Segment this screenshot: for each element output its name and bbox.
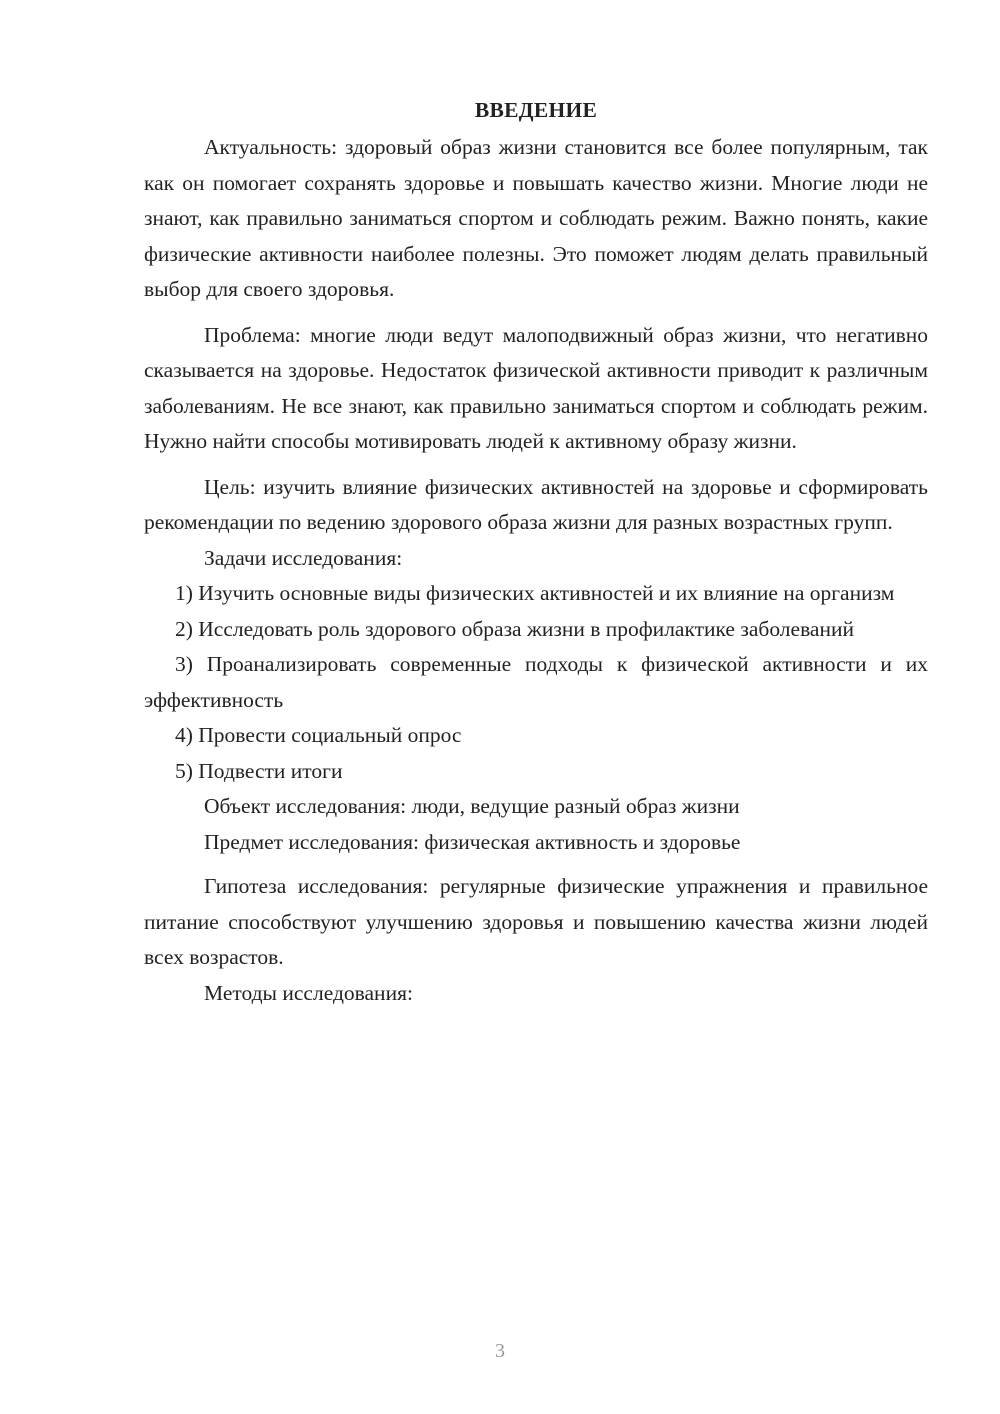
relevance-paragraph: Актуальность: здоровый образ жизни становится все более популярным, так как он помогает сохранять здоровье и повышать качество жизни. Многие люди не знают, как правильно заниматься спортом и соблюдать режим. Важно понять, какие физические активности наиболее полезны. Это поможет людям делать правильный выбор для своего здоровья.	[144, 135, 928, 301]
task-item-3: 3) Проанализировать современные подходы к физической активности и их эффективность	[144, 652, 928, 712]
task-item-1: 1) Изучить основные виды физических активностей и их влияние на организм	[175, 581, 895, 605]
page-number: 3	[495, 1340, 505, 1362]
goal-paragraph: Цель: изучить влияние физических активностей на здоровье и сформировать рекомендации по ведению здорового образа жизни для разных возрастных групп.	[144, 474, 928, 534]
page-content	[144, 92, 928, 1011]
methods-heading: Методы исследования:	[204, 980, 413, 1005]
tasks-heading: Задачи исследования:	[204, 545, 403, 570]
task-item-4: 4) Провести социальный опрос	[175, 723, 462, 747]
subject-paragraph: Предмет исследования: физическая активность и здоровье	[204, 829, 741, 854]
problem-paragraph: Проблема: многие люди ведут малоподвижный образ жизни, что негативно сказывается на здоровье. Недостаток физической активности приводит к различным заболеваниям. Не все знают, как правильно заниматься спортом и соблюдать режим. Нужно найти способы мотивировать людей к активному образу жизни.	[144, 322, 928, 453]
hypothesis-paragraph: Гипотеза исследования: регулярные физические упражнения и правильное питание способствуют улучшению здоровья и повышению качества жизни людей всех возрастов.	[144, 874, 928, 969]
task-item-5: 5) Подвести итоги	[175, 758, 343, 783]
page-title: ВВЕДЕНИЕ	[474, 98, 598, 122]
object-paragraph: Объект исследования: люди, ведущие разный образ жизни	[204, 794, 740, 818]
task-item-2: 2) Исследовать роль здорового образа жизни в профилактике заболеваний	[175, 616, 854, 641]
